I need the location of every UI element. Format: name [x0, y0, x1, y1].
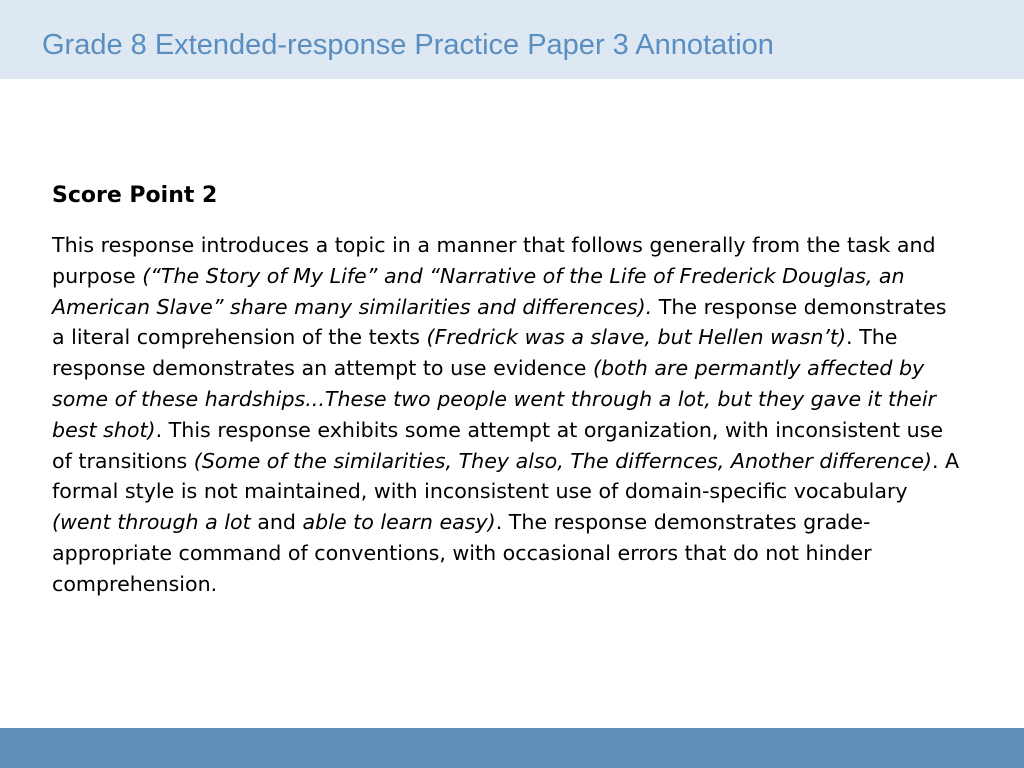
paragraph-quote: (both are permantly affected by some of these hardships...These two people went through a lot, but they gave it their best shot) — [52, 356, 937, 442]
score-point-heading: Score Point 2 — [52, 183, 218, 208]
paragraph-segment: This response introduces a topic in a manner that follows generally from the task and purpose — [52, 233, 936, 288]
footer-bar — [0, 728, 1024, 768]
paragraph-segment: . The response demonstrates grade-appropriate command of conventions, with occasional errors that do not hinder comprehension. — [52, 510, 872, 596]
paragraph-quote: (“The Story of My Life” and “Narrative of the Life of Frederick Douglas, an American Slave” share many similarities and differences). — [52, 263, 905, 319]
paragraph-quote: (went through a lot — [52, 510, 251, 535]
paragraph-segment: . The response demonstrates an attempt to use evidence — [52, 325, 898, 381]
title-bar — [0, 0, 1024, 79]
paragraph-segment: The response demonstrates a literal comprehension of the texts — [52, 294, 947, 350]
paragraph-segment: . A formal style is not maintained, with inconsistent use of domain-specific vocabulary — [52, 448, 960, 504]
slide-title: Grade 8 Extended-response Practice Paper 3 Annotation — [42, 29, 774, 61]
paragraph-quote: (Some of the similarities, They also, The differnces, Another difference) — [193, 448, 932, 473]
paragraph-quote: able to learn easy) — [302, 510, 496, 535]
annotation-content — [52, 180, 962, 600]
paragraph-segment: and — [250, 510, 303, 535]
paragraph-segment: . This response exhibits some attempt at organization, with inconsistent use of transitions — [52, 417, 944, 473]
paragraph-quote: (Fredrick was a slave, but Hellen wasn’t) — [426, 325, 847, 350]
annotation-paragraph — [52, 230, 962, 600]
